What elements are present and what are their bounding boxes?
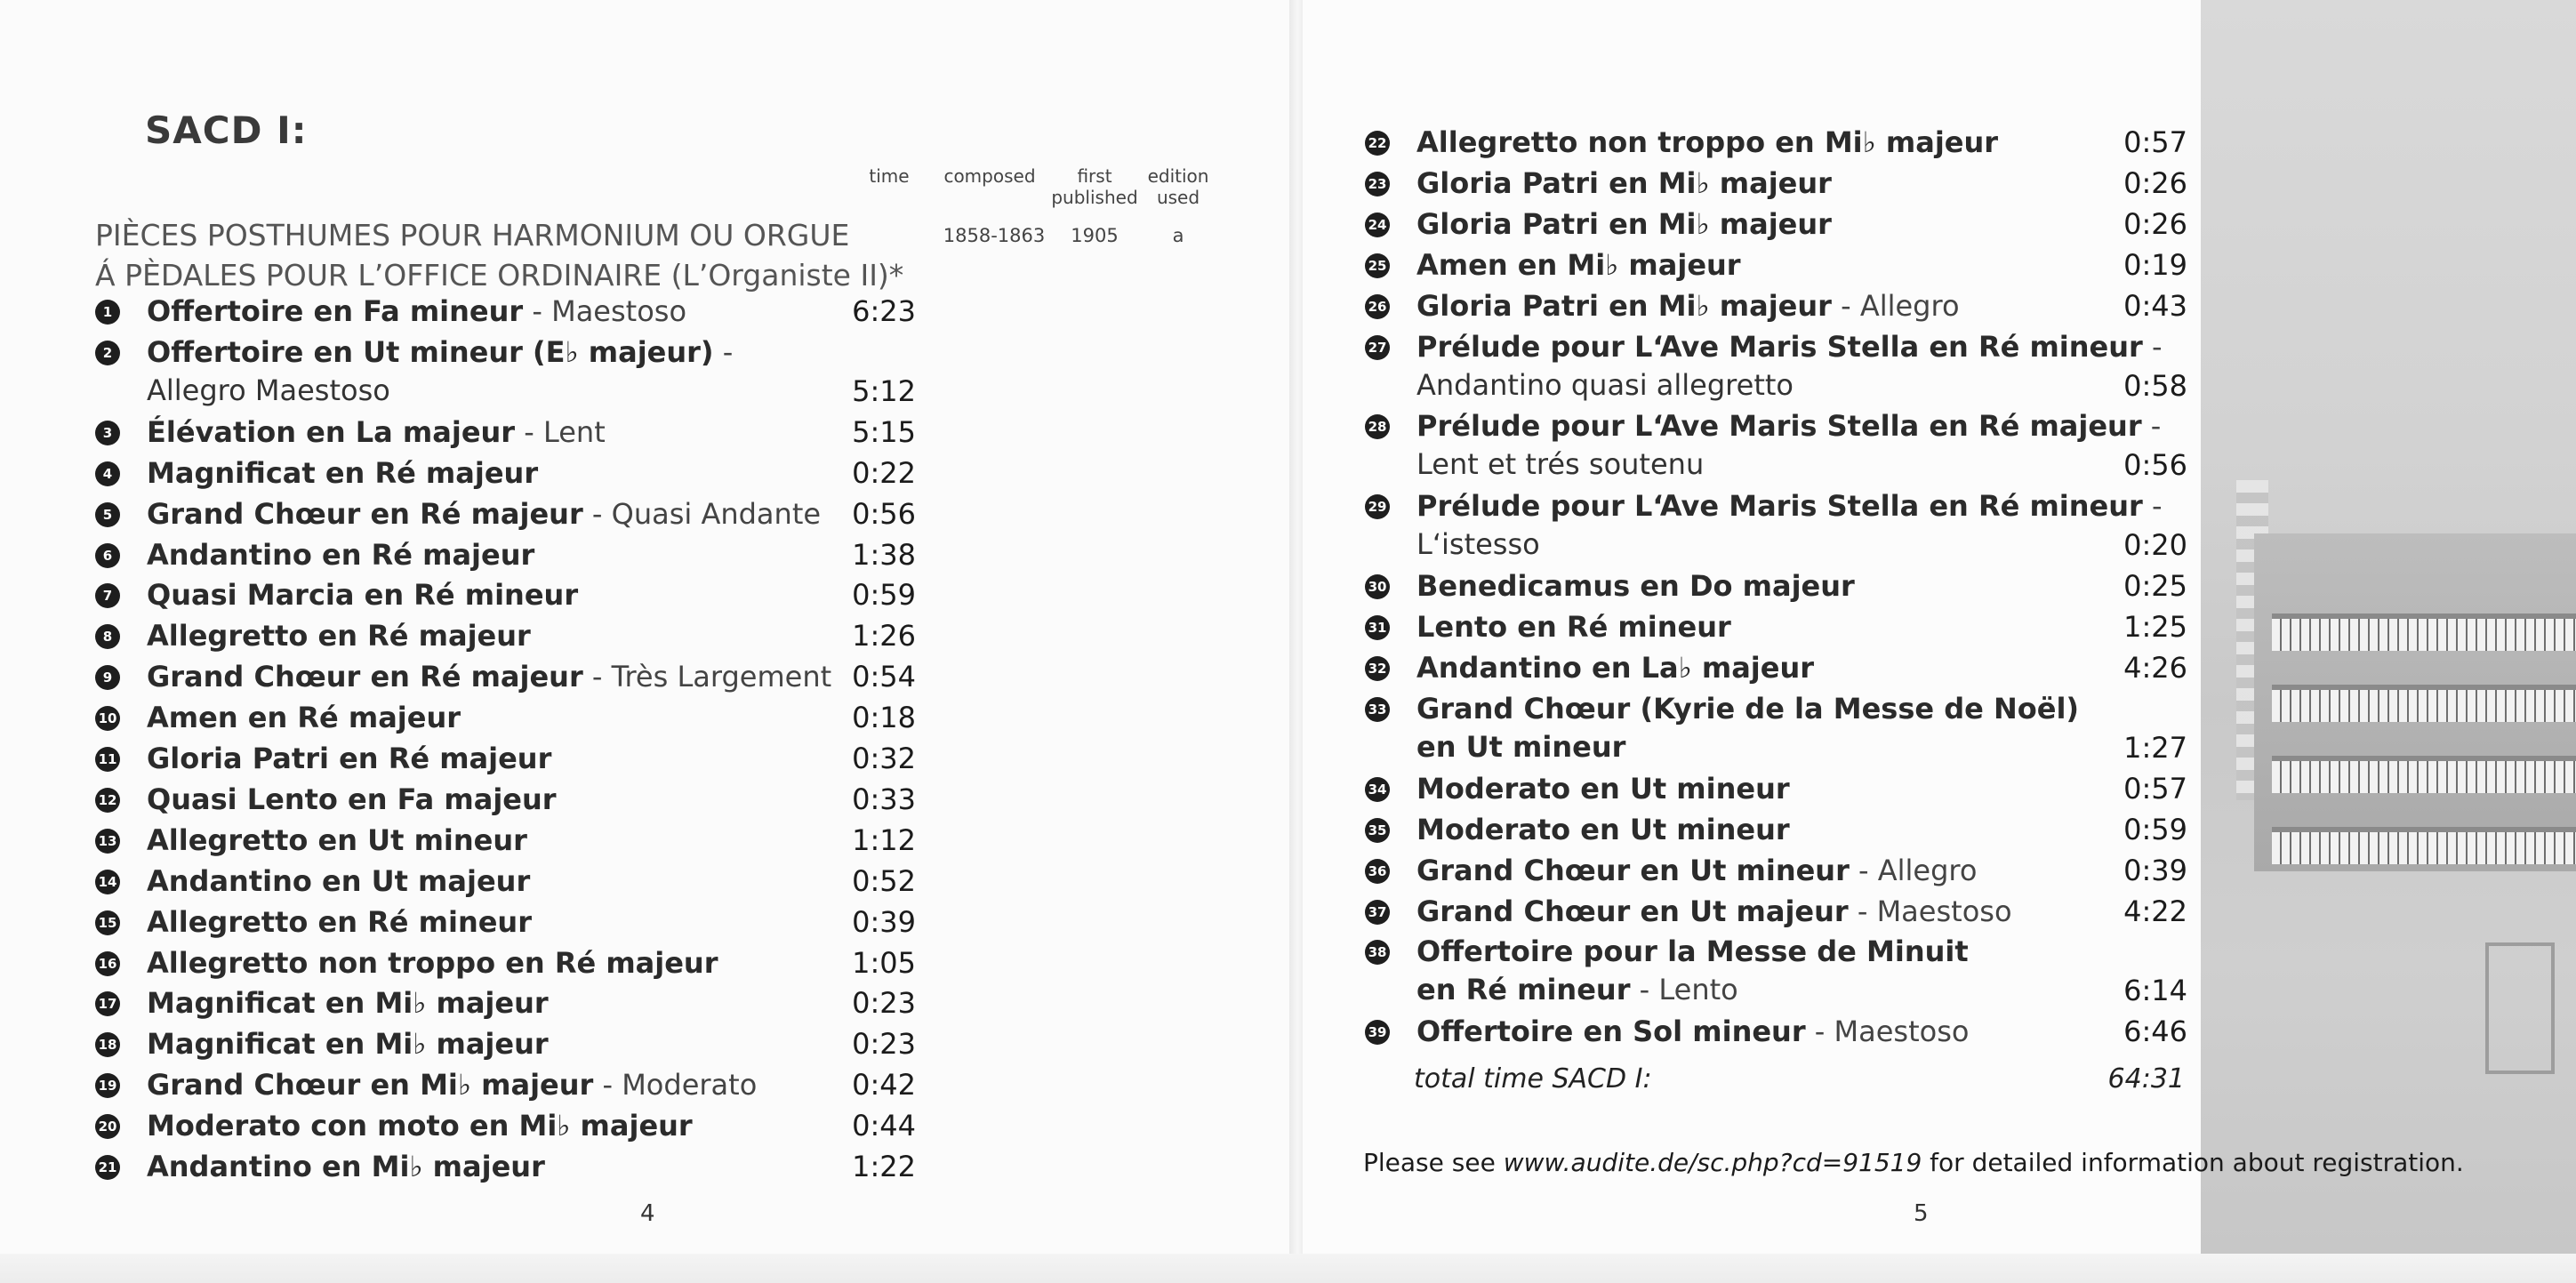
track-row: [95, 1148, 916, 1186]
track-title: Gloria Patri en Mi♭ majeur: [1416, 165, 1832, 200]
track-line: [1365, 649, 2187, 687]
track-line: [1365, 770, 2187, 808]
track-row: [1365, 933, 2187, 1009]
track-number-badge: 28: [1365, 414, 1390, 439]
column-header-composed: composed: [943, 165, 1036, 187]
track-title: Moderato en Ut mineur: [1416, 812, 1790, 846]
track-number-badge: 31: [1365, 615, 1390, 640]
track-number-badge: 34: [1365, 777, 1390, 802]
track-line: [95, 413, 916, 452]
track-row: [95, 1066, 916, 1104]
track-duration: 1:25: [2123, 610, 2187, 645]
track-title: Magnificat en Mi♭ majeur: [147, 1027, 549, 1062]
organ-keyboard: [2272, 827, 2576, 864]
column-header-time: time: [869, 165, 910, 187]
track-duration: 1:05: [852, 945, 916, 980]
organ-keyboard: [2272, 756, 2576, 793]
track-number-badge: 22: [1365, 131, 1390, 156]
track-row: [1365, 567, 2187, 605]
track-number-badge: 32: [1365, 656, 1390, 681]
track-duration: 0:43: [2123, 288, 2187, 323]
track-number-badge: 15: [95, 910, 120, 935]
book-gutter: [1289, 0, 1303, 1283]
track-line: [95, 454, 916, 493]
track-row: [95, 333, 916, 410]
track-title: Moderato con moto en Mi♭ majeur: [147, 1109, 693, 1143]
track-number-badge: 25: [1365, 253, 1390, 278]
track-duration: 0:32: [852, 742, 916, 775]
track-number-badge: 7: [95, 583, 120, 608]
track-row: [95, 822, 916, 860]
registration-url[interactable]: www.audite.de/sc.php?cd=91519: [1503, 1148, 1922, 1177]
work-title-line2: Á PÈDALES POUR L’OFFICE ORDINAIRE (L’Organiste II)*: [95, 258, 904, 293]
track-tempo: - Maestoso: [523, 294, 687, 328]
track-line-continued: [1365, 971, 2187, 1009]
track-title: Allegretto en Ré mineur: [147, 904, 532, 939]
track-duration: 0:22: [852, 455, 916, 490]
track-row: [95, 862, 916, 901]
track-line: [95, 1066, 916, 1104]
track-number-badge: 8: [95, 624, 120, 649]
track-title: Grand Chœur en Ut mineur: [1416, 853, 1850, 887]
track-line: [1365, 328, 2187, 366]
track-duration: 5:15: [852, 414, 916, 449]
track-duration: 0:39: [2123, 853, 2187, 887]
track-row: [95, 536, 916, 574]
track-row: [1365, 1013, 2187, 1051]
track-row: [95, 984, 916, 1022]
track-number-badge: 12: [95, 788, 120, 813]
track-row: [1365, 407, 2187, 484]
page-number-left: 4: [640, 1200, 655, 1227]
track-number-badge: 18: [95, 1032, 120, 1057]
track-duration: 4:22: [2123, 894, 2187, 928]
track-number-badge: 5: [95, 502, 120, 527]
track-title: Grand Chœur en Ut majeur: [1416, 894, 1849, 928]
track-number-badge: 26: [1365, 294, 1390, 319]
track-line: [95, 293, 916, 331]
track-tempo: -: [2141, 409, 2162, 444]
track-tempo: - Allegro: [1849, 853, 1978, 887]
track-subtitle: Allegro Maestoso: [147, 373, 390, 407]
track-title: Allegretto non troppo en Mi♭ majeur: [1416, 125, 1999, 159]
composed-value: 1858-1863: [943, 225, 1046, 246]
track-line: [95, 1107, 916, 1145]
track-duration: 0:44: [852, 1109, 916, 1143]
track-title: Allegretto en Ut mineur: [147, 822, 527, 857]
track-subtitle: Andantino quasi allegretto: [1416, 367, 1794, 402]
track-title: Prélude pour L‘Ave Maris Stella en Ré mineur: [1416, 329, 2143, 364]
track-line: [95, 536, 916, 574]
track-line: [95, 862, 916, 901]
track-number-badge: 17: [95, 991, 120, 1016]
track-tempo: -: [713, 334, 734, 369]
track-number-badge: 4: [95, 461, 120, 486]
track-line: [95, 740, 916, 778]
track-title: Allegretto non troppo en Ré majeur: [147, 945, 718, 980]
track-title: Offertoire en Sol mineur: [1416, 1014, 1806, 1049]
track-line: [95, 1025, 916, 1063]
track-duration: 4:26: [2123, 651, 2187, 685]
track-line: [1365, 811, 2187, 849]
track-duration: 0:18: [852, 701, 916, 735]
track-number-badge: 24: [1365, 212, 1390, 237]
track-title: Quasi Marcia en Ré mineur: [147, 578, 579, 613]
track-duration: 0:59: [852, 578, 916, 613]
track-line: [1365, 690, 2187, 728]
track-line: [1365, 1013, 2187, 1051]
track-title: Offertoire en Ut mineur (E♭ majeur): [147, 334, 714, 369]
track-number-badge: 38: [1365, 940, 1390, 965]
track-number-badge: 11: [95, 747, 120, 772]
music-stand: [2485, 942, 2555, 1074]
track-line: [95, 984, 916, 1022]
track-row: [95, 495, 916, 533]
registration-note: Please see www.audite.de/sc.php?cd=91519 for detailed information about registration.: [1363, 1148, 2464, 1177]
track-duration: 0:59: [2123, 812, 2187, 846]
track-duration: 0:25: [2123, 569, 2187, 604]
track-duration: 6:46: [2123, 1014, 2187, 1049]
track-line: [95, 658, 916, 696]
track-duration: 1:22: [852, 1150, 916, 1183]
track-number-badge: 37: [1365, 900, 1390, 925]
track-title: Prélude pour L‘Ave Maris Stella en Ré mineur: [1416, 489, 2143, 524]
track-line: [95, 822, 916, 860]
track-row: [1365, 487, 2187, 564]
track-title: Andantino en Ut majeur: [147, 863, 531, 898]
track-line: [95, 781, 916, 819]
track-subtitle: en Ré mineur: [1416, 973, 1631, 1007]
track-subtitle: en Ut mineur: [1416, 729, 1626, 764]
track-number-badge: 20: [95, 1114, 120, 1139]
track-number-badge: 6: [95, 543, 120, 568]
track-tempo: - Moderato: [593, 1068, 758, 1103]
track-duration: 0:33: [852, 782, 916, 816]
track-line: [1365, 487, 2187, 525]
track-row: [1365, 811, 2187, 849]
track-tempo: -: [2142, 489, 2163, 524]
track-row: [1365, 649, 2187, 687]
track-duration: 0:57: [2123, 771, 2187, 806]
track-duration: 0:58: [2123, 368, 2187, 403]
track-line: [95, 576, 916, 614]
track-row: [95, 1025, 916, 1063]
track-title: Élévation en La majeur: [147, 414, 516, 449]
total-time-value: 64:31: [2107, 1063, 2185, 1095]
track-row: [95, 740, 916, 778]
track-title: Magnificat en Mi♭ majeur: [147, 986, 549, 1021]
track-line: [1365, 852, 2187, 890]
track-duration: 1:27: [2123, 730, 2187, 765]
track-line: [1365, 893, 2187, 931]
organ-photo: [2201, 0, 2576, 1283]
track-number-badge: 3: [95, 421, 120, 445]
track-row: [1365, 893, 2187, 931]
track-title: Andantino en La♭ majeur: [1416, 651, 1815, 685]
track-duration: 1:26: [852, 619, 916, 654]
track-duration: 6:23: [852, 294, 916, 328]
track-row: [1365, 246, 2187, 285]
track-number-badge: 35: [1365, 818, 1390, 843]
track-title: Amen en Mi♭ majeur: [1416, 247, 1741, 282]
track-line: [1365, 164, 2187, 203]
track-title: Quasi Lento en Fa majeur: [147, 782, 557, 816]
track-title: Benedicamus en Do majeur: [1416, 569, 1855, 604]
track-duration: 0:23: [852, 986, 916, 1021]
track-duration: 0:56: [852, 496, 916, 531]
track-line-continued: [1365, 445, 2187, 484]
track-line: [95, 944, 916, 982]
track-title: Gloria Patri en Mi♭ majeur: [1416, 206, 1832, 241]
organ-keyboard: [2272, 685, 2576, 722]
track-number-badge: 29: [1365, 494, 1390, 519]
page-number-right: 5: [1914, 1200, 1929, 1227]
track-tempo: - Quasi Andante: [582, 496, 822, 531]
track-line: [1365, 287, 2187, 325]
track-line-continued: [1365, 728, 2187, 766]
track-number-badge: 33: [1365, 697, 1390, 722]
track-title: Moderato en Ut mineur: [1416, 771, 1790, 806]
work-title: [95, 215, 903, 295]
track-row: [1365, 287, 2187, 325]
track-tempo: - Très Largement: [582, 660, 832, 694]
organ-keyboard: [2272, 613, 2576, 651]
track-line: [1365, 124, 2187, 162]
track-row: [1365, 124, 2187, 162]
page-heading: SACD I:: [145, 108, 308, 152]
track-title: Andantino en Ré majeur: [147, 537, 535, 572]
track-number-badge: 9: [95, 665, 120, 690]
track-line: [1365, 608, 2187, 646]
track-row: [95, 617, 916, 655]
track-row: [1365, 770, 2187, 808]
edition-value: a: [1172, 225, 1184, 246]
track-title: Lento en Ré mineur: [1416, 610, 1731, 645]
track-tempo: - Allegro: [1831, 288, 1960, 323]
track-number-badge: 10: [95, 706, 120, 731]
track-number-badge: 27: [1365, 335, 1390, 360]
track-row: [95, 576, 916, 614]
track-row: [1365, 328, 2187, 405]
track-row: [95, 293, 916, 331]
track-duration: 1:12: [852, 822, 916, 857]
track-duration: 0:19: [2123, 247, 2187, 282]
track-row: [1365, 164, 2187, 203]
page-bottom-edge: [0, 1254, 2576, 1283]
track-duration: 0:52: [852, 863, 916, 898]
track-number-badge: 1: [95, 300, 120, 325]
track-subtitle: L‘istesso: [1416, 527, 1540, 562]
track-row: [1365, 205, 2187, 244]
track-title: Prélude pour L‘Ave Maris Stella en Ré majeur: [1416, 409, 2142, 444]
track-duration: 6:14: [2123, 974, 2187, 1008]
track-duration: 0:20: [2123, 528, 2187, 563]
track-row: [95, 413, 916, 452]
track-title: Offertoire en Fa mineur: [147, 294, 524, 328]
track-number-badge: 21: [95, 1155, 120, 1180]
track-line: [95, 333, 916, 372]
track-number-badge: 19: [95, 1073, 120, 1098]
first-published-value: 1905: [1071, 225, 1119, 246]
track-title: Gloria Patri en Mi♭ majeur: [1416, 288, 1832, 323]
track-line-continued: [1365, 366, 2187, 405]
track-number-badge: 16: [95, 951, 120, 976]
track-title: Grand Chœur en Ré majeur: [147, 660, 583, 694]
track-duration: 0:26: [2123, 206, 2187, 241]
track-row: [1365, 852, 2187, 890]
track-row: [1365, 690, 2187, 766]
track-line: [95, 495, 916, 533]
track-row: [95, 1107, 916, 1145]
track-title: Grand Chœur (Kyrie de la Messe de Noël): [1416, 691, 2080, 726]
track-duration: 0:26: [2123, 165, 2187, 200]
track-title: Grand Chœur en Ré majeur: [147, 496, 583, 531]
track-row: [1365, 608, 2187, 646]
track-duration: 0:56: [2123, 448, 2187, 483]
track-line: [1365, 407, 2187, 445]
column-header-first-published: first published: [1051, 165, 1138, 208]
track-duration: 5:12: [852, 373, 916, 408]
track-title: Andantino en Mi♭ majeur: [147, 1150, 545, 1183]
track-row: [95, 454, 916, 493]
track-title: Amen en Ré majeur: [147, 701, 461, 735]
track-number-badge: 39: [1365, 1020, 1390, 1045]
track-row: [95, 658, 916, 696]
track-title: Allegretto en Ré majeur: [147, 619, 531, 654]
track-line: [1365, 567, 2187, 605]
track-number-badge: 23: [1365, 172, 1390, 196]
track-tempo: - Maestoso: [1805, 1014, 1970, 1049]
track-row: [95, 699, 916, 737]
track-duration: 1:38: [852, 537, 916, 572]
track-line: [1365, 205, 2187, 244]
track-duration: 0:57: [2123, 125, 2187, 159]
track-number-badge: 14: [95, 870, 120, 894]
track-row: [95, 781, 916, 819]
track-tempo: - Lento: [1630, 973, 1738, 1007]
track-subtitle: Lent et trés soutenu: [1416, 447, 1705, 482]
track-title: Magnificat en Ré majeur: [147, 455, 539, 490]
work-title-line1: PIÈCES POSTHUMES POUR HARMONIUM OU ORGUE: [95, 218, 850, 253]
track-title: Grand Chœur en Mi♭ majeur: [147, 1068, 594, 1103]
track-title: Offertoire pour la Messe de Minuit: [1416, 934, 1969, 969]
track-number-badge: 13: [95, 829, 120, 854]
track-line-continued: [1365, 525, 2187, 564]
track-row: [95, 903, 916, 942]
track-tempo: - Lent: [515, 414, 606, 449]
track-duration: 0:39: [852, 904, 916, 939]
track-line: [95, 617, 916, 655]
track-number-badge: 36: [1365, 859, 1390, 884]
track-tempo: - Maestoso: [1848, 894, 2012, 928]
track-duration: 0:23: [852, 1027, 916, 1062]
track-line: [1365, 933, 2187, 971]
track-title: Gloria Patri en Ré majeur: [147, 742, 552, 775]
track-line: [95, 1148, 916, 1186]
track-duration: 0:42: [852, 1068, 916, 1103]
track-row: [95, 944, 916, 982]
track-tempo: -: [2142, 329, 2163, 364]
track-duration: 0:54: [852, 660, 916, 694]
track-line: [95, 699, 916, 737]
track-line: [1365, 246, 2187, 285]
track-line-continued: [95, 372, 916, 410]
total-time-label: total time SACD I:: [1414, 1063, 1652, 1095]
track-number-badge: 2: [95, 341, 120, 365]
track-number-badge: 30: [1365, 574, 1390, 599]
column-header-edition: edition used: [1147, 165, 1209, 208]
track-line: [95, 903, 916, 942]
